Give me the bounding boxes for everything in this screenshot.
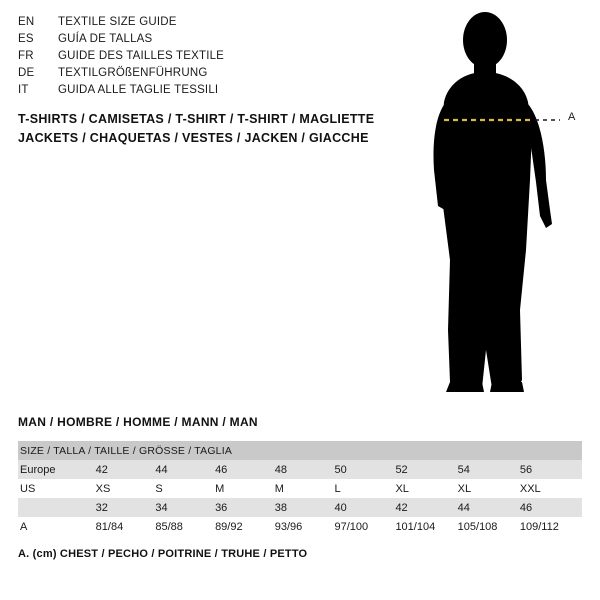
table-cell: M — [215, 479, 275, 498]
table-cell: XXL — [520, 479, 582, 498]
table-cell: 44 — [155, 460, 215, 479]
category-headings — [18, 110, 418, 148]
silhouette-icon — [400, 10, 600, 410]
category-jackets: JACKETS / CHAQUETAS / VESTES / JACKEN / GIACCHE — [18, 131, 369, 145]
language-row — [18, 33, 348, 50]
footnote-chest-measurement: A. (cm) CHEST / PECHO / POITRINE / TRUHE / PETTO — [18, 548, 308, 560]
male-silhouette-figure — [400, 10, 600, 410]
table-row — [18, 498, 582, 517]
row-label — [18, 498, 96, 517]
table-cell: 81/84 — [96, 517, 156, 536]
language-text: GUÍA DE TALLAS — [58, 33, 153, 45]
size-table — [18, 441, 582, 536]
table-cell: 89/92 — [215, 517, 275, 536]
table-cell: XL — [395, 479, 457, 498]
table-cell: XS — [96, 479, 156, 498]
row-label: US — [18, 479, 96, 498]
table-cell: 38 — [275, 498, 335, 517]
table-cell: 32 — [96, 498, 156, 517]
category-tshirts: T-SHIRTS / CAMISETAS / T-SHIRT / T-SHIRT / MAGLIETTE — [18, 112, 375, 126]
table-cell: 40 — [334, 498, 395, 517]
table-cell: 105/108 — [458, 517, 520, 536]
table-cell: 46 — [215, 460, 275, 479]
table-cell: 46 — [520, 498, 582, 517]
language-code: DE — [18, 67, 35, 79]
table-cell: S — [155, 479, 215, 498]
language-text: TEXTILGRÖßENFÜHRUNG — [58, 67, 208, 79]
table-cell: 109/112 — [520, 517, 582, 536]
table-cell: L — [334, 479, 395, 498]
language-text: TEXTILE SIZE GUIDE — [58, 16, 177, 28]
language-code: FR — [18, 50, 34, 62]
row-label: Europe — [18, 460, 96, 479]
table-cell: 44 — [458, 498, 520, 517]
table-cell: 101/104 — [395, 517, 457, 536]
language-code: IT — [18, 84, 29, 96]
table-header-label: SIZE / TALLA / TAILLE / GRÖSSE / TAGLIA — [18, 441, 582, 460]
language-row — [18, 50, 348, 67]
language-row — [18, 67, 348, 84]
table-cell: 56 — [520, 460, 582, 479]
language-row — [18, 16, 348, 33]
table-cell: XL — [458, 479, 520, 498]
table-row — [18, 479, 582, 498]
table-header-row — [18, 441, 582, 460]
table-cell: 34 — [155, 498, 215, 517]
language-row — [18, 84, 348, 101]
table-title: MAN / HOMBRE / HOMME / MANN / MAN — [18, 415, 258, 429]
language-code: ES — [18, 33, 34, 45]
table-cell: 97/100 — [334, 517, 395, 536]
language-text: GUIDA ALLE TAGLIE TESSILI — [58, 84, 219, 96]
language-text: GUIDE DES TAILLES TEXTILE — [58, 50, 225, 62]
table-cell: 42 — [96, 460, 156, 479]
table-cell: 52 — [395, 460, 457, 479]
table-cell: M — [275, 479, 335, 498]
measure-label-a: A — [568, 111, 576, 123]
table-cell: 54 — [458, 460, 520, 479]
row-label: A — [18, 517, 96, 536]
table-row — [18, 517, 582, 536]
table-cell: 93/96 — [275, 517, 335, 536]
table-cell: 50 — [334, 460, 395, 479]
table-cell: 42 — [395, 498, 457, 517]
table-row — [18, 460, 582, 479]
table-cell: 48 — [275, 460, 335, 479]
language-list — [18, 16, 348, 101]
language-code: EN — [18, 16, 35, 28]
table-cell: 36 — [215, 498, 275, 517]
table-cell: 85/88 — [155, 517, 215, 536]
